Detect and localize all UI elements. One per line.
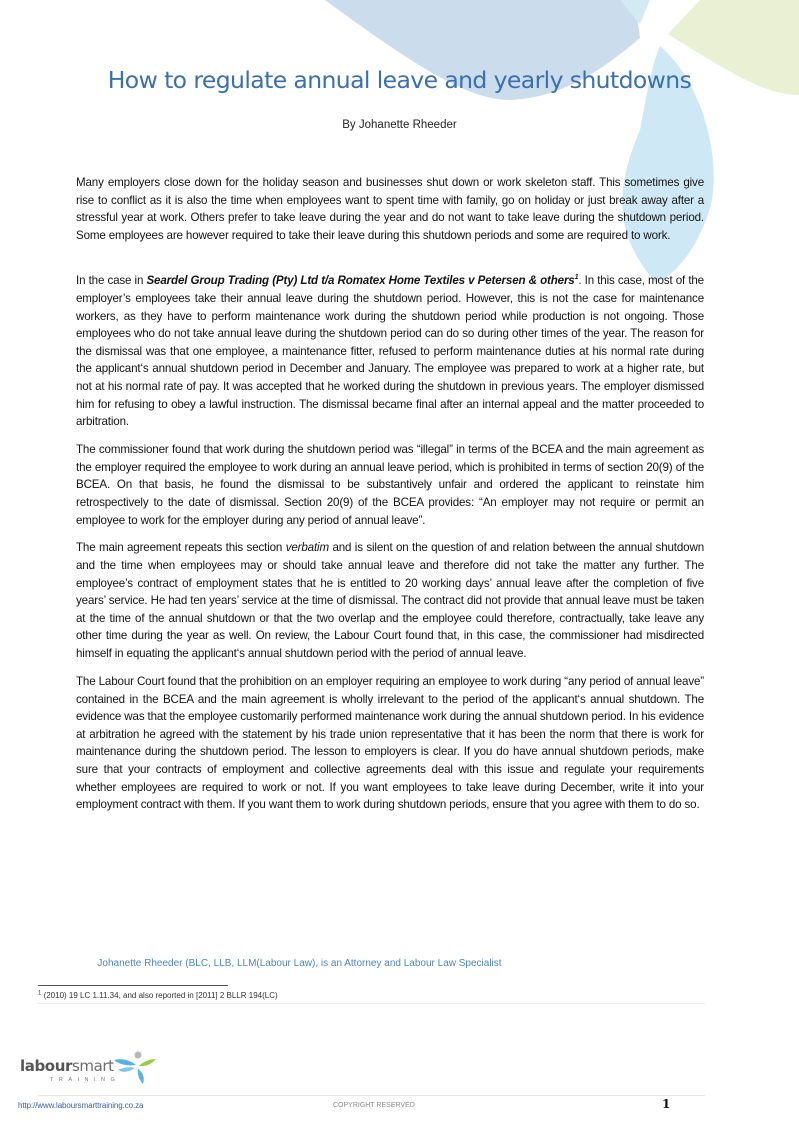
case-name: Seardel Group Trading (Pty) Ltd t/a Romatex Home Textiles v Petersen & others	[146, 274, 575, 288]
logo-subtitle: TRAINING	[50, 1077, 121, 1083]
website-link[interactable]: http://www.laboursmarttraining.co.za	[18, 1101, 144, 1110]
paragraph-commissioner: The commissioner found that work during the shutdown period was “illegal” in terms of the BCEA and the main agreement as the employer required the employee to work during an annual leave period, which is prohibited in terms of section 20(9) of the BCEA. On that basis, he found the dismissal to be substantively unfair and ordered the applicant to reinstate him retrospectively to the date of dismissal. Section 20(9) of the BCEA provides: “An employer may not require or permit an employee to work for the employer during any period of annual leave”.	[76, 443, 704, 527]
footnote-text: (2010) 19 LC 1.11.34, and also reported in [2011] 2 BLLR 194(LC)	[41, 991, 278, 1000]
footnote-separator	[38, 985, 228, 986]
case-citation	[146, 274, 578, 287]
page-number: 1	[662, 1097, 671, 1111]
paragraph-intro: Many employers close down for the holiday season and businesses shut down or work skeleton staff. This sometimes give rise to conflict as it is also the time when employees want to spent time with family, go on holiday or just break away after a stressful year at work. Others prefer to take leave during the year and do not want to take leave during the shutdown period. Some employees are however required to take their leave during this shutdown periods and some are required to work.	[76, 176, 704, 242]
paragraph-case	[76, 272, 704, 430]
author-signature: Johanette Rheeder (BLC, LLB, LLM(Labour Law), is an Attorney and Labour Law Specialist	[97, 958, 502, 969]
document-title: How to regulate annual leave and yearly shutdowns	[107, 66, 692, 94]
laboursmart-pinwheel-icon	[112, 1050, 158, 1086]
logo-word-smart: smart	[71, 1057, 114, 1075]
footnote-reference[interactable]: 1	[574, 274, 579, 282]
copyright-notice: COPYRIGHT RESERVED	[333, 1102, 415, 1109]
case-body-text: . In this case, most of the employer’s employees take their annual leave during the shutdown period. However, this is not the case for maintenance workers, as they have to perform maintenance work during the shutdown period while production is not ongoing. Those employees who do not take annual leave during the shutdown period can do so during other times of the year. The reason for the dismissal was that one employee, a maintenance fitter, refused to perform maintenance duties at his normal rate during the applicant‘s annual shutdown period in December and January. The employee was prepared to work at a higher rate, but not at his normal rate of pay. It was accepted that he worked during the shutdown in previous years. The employer dismissed him for refusing to obey a lawful instruction. The dismissal became final after an internal appeal and the matter proceeded to arbitration.	[76, 274, 704, 429]
footnote	[38, 991, 278, 1000]
footnote-divider	[38, 1003, 705, 1004]
case-lead-text: In the case in	[76, 274, 147, 288]
logo-wordmark	[20, 1057, 114, 1075]
verbatim-emphasis: verbatim	[285, 541, 329, 555]
paragraph-main-agreement	[76, 539, 704, 662]
main-agreement-lead: The main agreement repeats this section	[76, 541, 286, 555]
footer-divider	[38, 1095, 705, 1096]
footnote-marker: 1	[38, 990, 42, 997]
laboursmart-logo	[20, 1050, 170, 1090]
main-agreement-rest: and is silent on the question of and relation between the annual shutdown and the time when employees may or should take annual leave and therefore did not take the matter any further. The employee’s contract of employment states that he is entitled to 20 working days’ annual leave after the completion of five years’ service. He had ten years’ service at the time of dismissal. The contract did not provide that annual leave must be taken at the time of the annual shutdown or that the two overlap and the employee could therefore, contractually, take leave any other time during the year as well. On review, the Labour Court found that, in this case, the commissioner had misdirected himself in equating the applicant‘s annual shutdown period with the period of annual leave.	[76, 541, 704, 661]
article-body	[76, 174, 704, 824]
paragraph-labour-court: The Labour Court found that the prohibition on an employer requiring an employee to work during “any period of annual leave” contained in the BCEA and the main agreement is wholly irrelevant to the period of the applicant‘s annual shutdown. The evidence was that the employee customarily performed maintenance work during the annual shutdown period. In his evidence at arbitration he agreed with the statement by his trade union representative that it has been the norm that there is work for maintenance during the shutdown period. The lesson to employers is clear. If you do have annual shutdown periods, make sure that your contracts of employment and collective agreements deal with this issue and regulate your requirements whether employees are required to work or not. If you want employees to take leave during December, write it into your employment contract with them. If you want them to work during shutdown periods, ensure that you agree with them to do so.	[76, 675, 704, 812]
author-byline: By Johanette Rheeder	[342, 119, 457, 131]
logo-word-labour: labour	[20, 1057, 72, 1075]
